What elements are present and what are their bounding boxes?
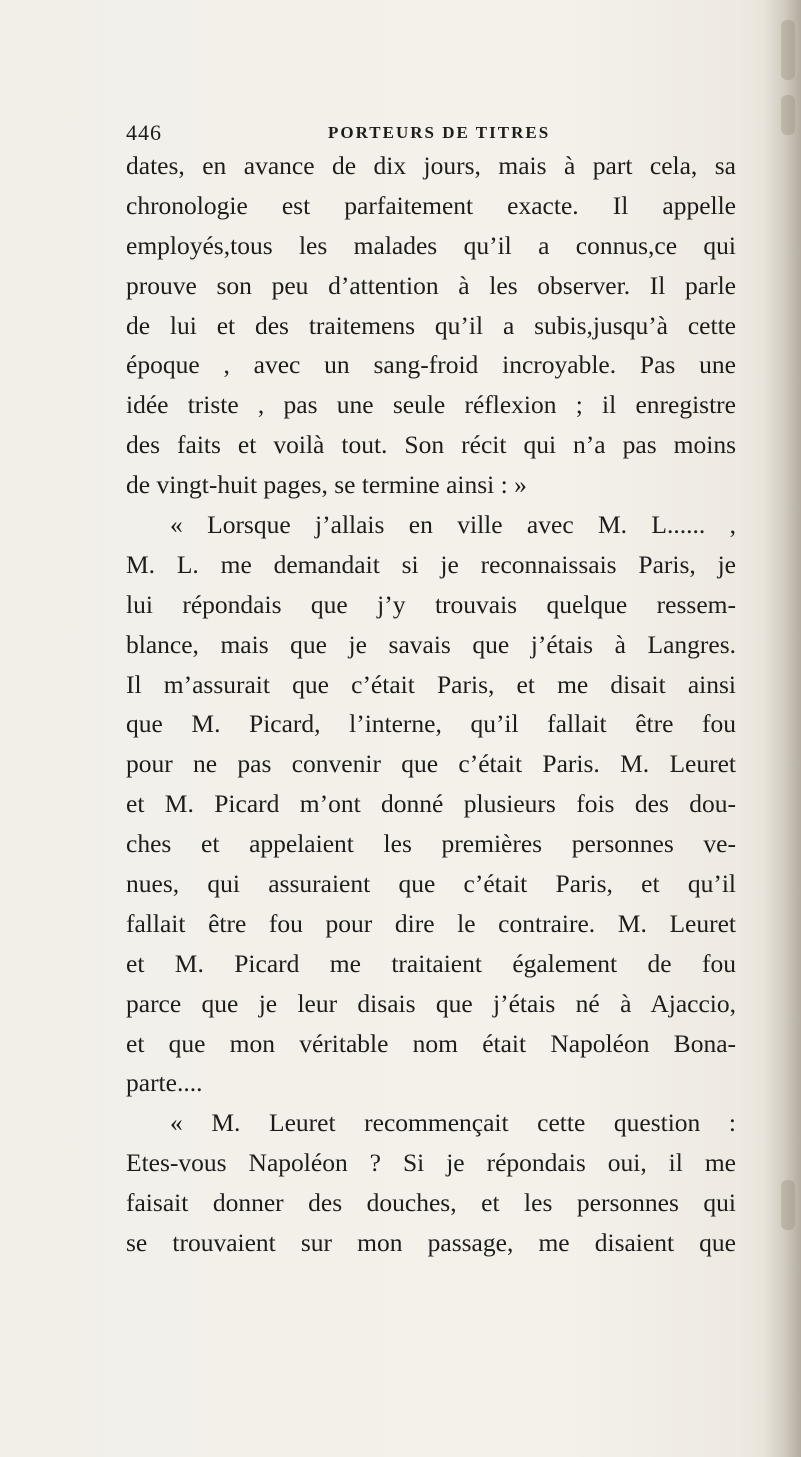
text-line: nues, qui assuraient que c’était Paris, et qu’il (126, 869, 736, 899)
text-line: se trouvaient sur mon passage, me disaient que (126, 1228, 736, 1258)
text-line: de vingt-huit pages, se termine ainsi : » (126, 470, 527, 500)
text-line: parte.... (126, 1068, 203, 1098)
text-line: faisait donner des douches, et les personnes qui (126, 1188, 736, 1218)
text-line: « M. Leuret recommençait cette question : (170, 1108, 736, 1138)
page-edge-shadow (763, 0, 801, 1457)
text-line: prouve son peu d’attention à les observer. Il parle (126, 270, 736, 300)
page-number: 446 (126, 120, 162, 145)
text-line: et M. Picard m’ont donné plusieurs fois des dou- (126, 789, 736, 819)
text-line: blance, mais que je savais que j’étais à Langres. (126, 629, 736, 659)
text-line: fallait être fou pour dire le contraire. M. Leuret (126, 908, 736, 938)
text-line: « Lorsque j’allais en ville avec M. L...... , (170, 510, 736, 540)
page-edge-stain (781, 20, 795, 80)
text-line: pour ne pas convenir que c’était Paris. M. Leuret (126, 749, 736, 779)
text-line: ches et appelaient les premières personnes ve- (126, 829, 736, 859)
text-line: des faits et voilà tout. Son récit qui n’a pas moins (126, 430, 736, 460)
text-line: que M. Picard, l’interne, qu’il fallait être fou (126, 709, 736, 739)
running-head: PORTEURS DE TITRES (328, 123, 551, 142)
text-line: chronologie est parfaitement exacte. Il appelle (126, 190, 736, 220)
text-line: et que mon véritable nom était Napoléon Bona- (126, 1028, 736, 1058)
text-line: époque , avec un sang-froid incroyable. Pas une (126, 350, 736, 380)
text-line: et M. Picard me traitaient également de fou (126, 948, 736, 978)
text-line: employés,tous les malades qu’il a connus,ce qui (126, 230, 736, 260)
text-line: dates, en avance de dix jours, mais à part cela, sa (126, 151, 736, 180)
text-line: de lui et des traitemens qu’il a subis,jusqu’à cette (126, 310, 736, 340)
text-line: Il m’assurait que c’était Paris, et me disait ainsi (126, 669, 736, 699)
text-line: parce que je leur disais que j’étais né à Ajaccio, (126, 988, 736, 1018)
body-text (126, 146, 736, 1263)
page-edge-stain (781, 1180, 795, 1230)
text-line: M. L. me demandait si je reconnaissais Paris, je (126, 549, 736, 579)
text-line: Etes-vous Napoléon ? Si je répondais oui, il me (126, 1148, 736, 1178)
text-line: lui répondais que j’y trouvais quelque ressem- (126, 589, 736, 619)
text-line: idée triste , pas une seule réflexion ; il enregistre (126, 390, 736, 420)
page-edge-stain (781, 95, 795, 135)
